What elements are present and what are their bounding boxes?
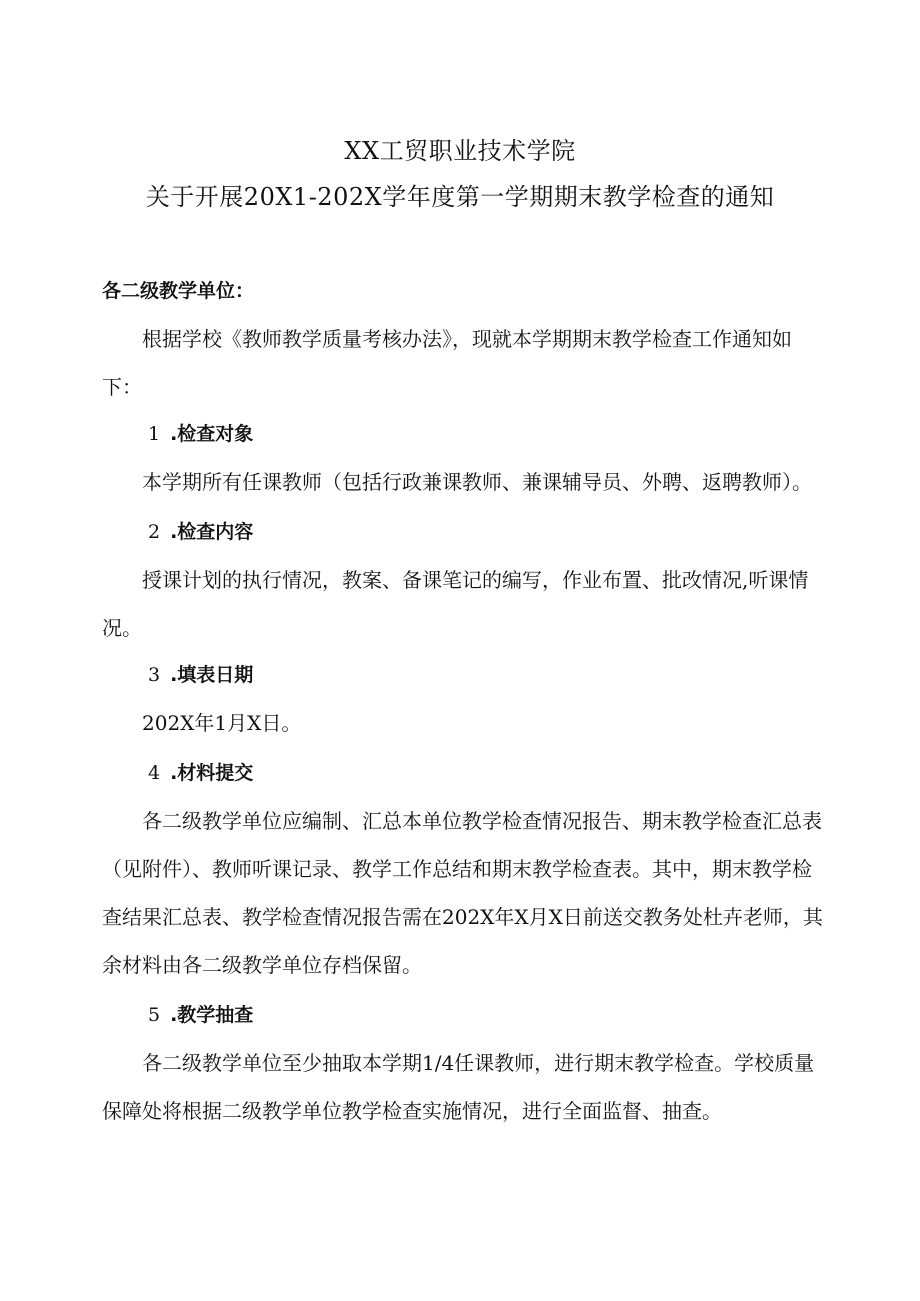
section-heading-4 xyxy=(102,749,874,797)
section-body-3: 202X年1月X日。 xyxy=(142,711,302,735)
section-body-5: 各二级教学单位至少抽取本学期1/4任课教师，进行期末教学检查。学校质量保障处将根据二级教学单位教学检查实施情况，进行全面监督、抽查。 xyxy=(102,1051,815,1123)
section-title: .材料提交 xyxy=(170,762,254,784)
section-heading-2 xyxy=(102,508,874,556)
title-line-notice: 关于开展20X1-202X学年度第一学期期末教学检查的通知 xyxy=(145,183,775,211)
section-number: 1 xyxy=(148,423,161,445)
section-body-1: 本学期所有任课教师（包括行政兼课教师、兼课辅导员、外聘、返聘教师）。 xyxy=(142,470,812,494)
section-number: 2 xyxy=(148,521,161,543)
section-heading-5 xyxy=(102,991,874,1039)
document-title xyxy=(0,128,920,220)
section-body-4: 各二级教学单位应编制、汇总本单位教学检查情况报告、期末教学检查汇总表（见附件）、教师听课记录、教学工作总结和期末教学检查表。其中，期末教学检查结果汇总表、教学检查情况报告需在202X年X月X日前送交教务处杜卉老师，其余材料由各二级教学单位存档保留。 xyxy=(102,809,823,977)
section-title: .检查对象 xyxy=(170,423,254,445)
section-number: 5 xyxy=(148,1004,161,1026)
title-line-institution: XX工贸职业技术学院 xyxy=(344,137,576,165)
intro-paragraph: 根据学校《教师教学质量考核办法》，现就本学期期末教学检查工作通知如下： xyxy=(102,327,792,399)
section-title: .检查内容 xyxy=(170,521,254,543)
section-number: 3 xyxy=(148,664,161,686)
section-number: 4 xyxy=(148,762,161,784)
section-heading-1 xyxy=(102,410,874,458)
section-title: .教学抽查 xyxy=(170,1004,254,1026)
section-body-2: 授课计划的执行情况，教案、备课笔记的编写，作业布置、批改情况,听课情况。 xyxy=(102,568,809,640)
section-title: .填表日期 xyxy=(170,664,254,686)
section-heading-3 xyxy=(102,651,874,699)
salutation: 各二级教学单位： xyxy=(102,280,255,302)
